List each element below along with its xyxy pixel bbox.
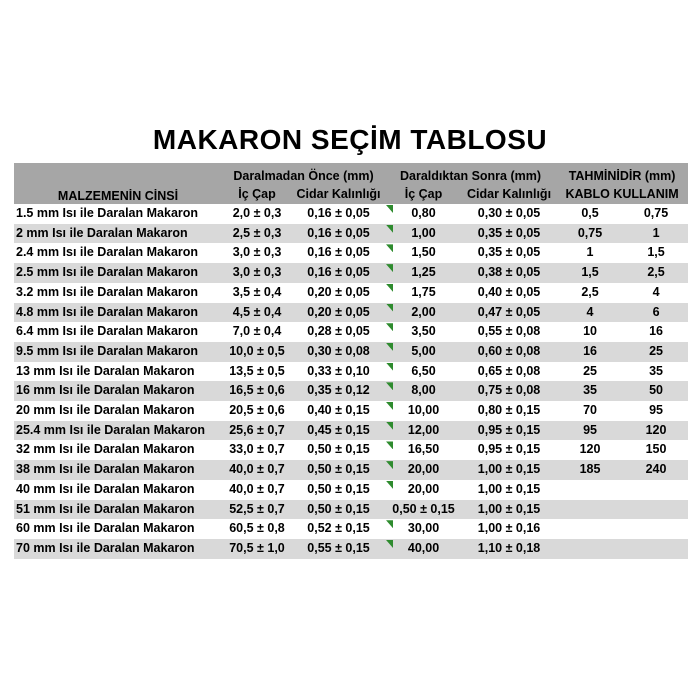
before-ic-cap-cell: 13,5 ± 0,5 bbox=[222, 362, 292, 382]
after-ic-cap-cell: 8,00 bbox=[385, 381, 462, 401]
before-cidar-cell: 0,50 ± 0,15 bbox=[292, 440, 385, 460]
before-ic-cap-cell: 33,0 ± 0,7 bbox=[222, 440, 292, 460]
material-cell: 9.5 mm Isı ile Daralan Makaron bbox=[14, 342, 222, 362]
material-cell: 51 mm Isı ile Daralan Makaron bbox=[14, 500, 222, 520]
before-ic-cap-cell: 7,0 ± 0,4 bbox=[222, 322, 292, 342]
kablo-min-cell: 25 bbox=[556, 362, 624, 382]
after-cidar-cell: 1,00 ± 0,16 bbox=[462, 519, 556, 539]
before-ic-cap-cell: 25,6 ± 0,7 bbox=[222, 421, 292, 441]
table-row bbox=[14, 204, 688, 224]
kablo-max-cell: 150 bbox=[624, 440, 688, 460]
kablo-min-cell: 4 bbox=[556, 303, 624, 323]
after-ic-cap-cell: 6,50 bbox=[385, 362, 462, 382]
kablo-max-cell: 4 bbox=[624, 283, 688, 303]
material-cell: 2.5 mm Isı ile Daralan Makaron bbox=[14, 263, 222, 283]
kablo-min-cell: 1 bbox=[556, 243, 624, 263]
kablo-max-cell bbox=[624, 539, 688, 559]
before-cidar-cell: 0,16 ± 0,05 bbox=[292, 263, 385, 283]
kablo-min-cell bbox=[556, 480, 624, 500]
table-body bbox=[14, 204, 688, 559]
kablo-max-cell: 1,5 bbox=[624, 243, 688, 263]
kablo-min-cell: 2,5 bbox=[556, 283, 624, 303]
kablo-min-cell: 185 bbox=[556, 460, 624, 480]
table-row bbox=[14, 500, 688, 520]
kablo-max-cell: 120 bbox=[624, 421, 688, 441]
material-cell: 6.4 mm Isı ile Daralan Makaron bbox=[14, 322, 222, 342]
header-after-group: Daraldıktan Sonra (mm) bbox=[385, 163, 556, 184]
before-ic-cap-cell: 2,0 ± 0,3 bbox=[222, 204, 292, 224]
comment-marker-icon bbox=[386, 284, 393, 292]
before-ic-cap-cell: 40,0 ± 0,7 bbox=[222, 460, 292, 480]
after-cidar-cell: 0,35 ± 0,05 bbox=[462, 224, 556, 244]
table-row bbox=[14, 519, 688, 539]
after-cidar-cell: 0,40 ± 0,05 bbox=[462, 283, 556, 303]
header-estimate-group: TAHMİNİDİR (mm) bbox=[556, 163, 688, 184]
table-row bbox=[14, 224, 688, 244]
before-ic-cap-cell: 10,0 ± 0,5 bbox=[222, 342, 292, 362]
kablo-min-cell: 120 bbox=[556, 440, 624, 460]
before-cidar-cell: 0,50 ± 0,15 bbox=[292, 460, 385, 480]
table-row bbox=[14, 322, 688, 342]
before-ic-cap-cell: 40,0 ± 0,7 bbox=[222, 480, 292, 500]
before-cidar-cell: 0,28 ± 0,05 bbox=[292, 322, 385, 342]
after-cidar-cell: 0,65 ± 0,08 bbox=[462, 362, 556, 382]
comment-marker-icon bbox=[386, 422, 393, 430]
after-ic-cap-cell: 16,50 bbox=[385, 440, 462, 460]
material-cell: 32 mm Isı ile Daralan Makaron bbox=[14, 440, 222, 460]
after-ic-cap-cell: 20,00 bbox=[385, 480, 462, 500]
kablo-max-cell: 6 bbox=[624, 303, 688, 323]
before-cidar-cell: 0,20 ± 0,05 bbox=[292, 283, 385, 303]
table-row bbox=[14, 243, 688, 263]
after-cidar-cell: 1,00 ± 0,15 bbox=[462, 480, 556, 500]
header-after-cidar: Cidar Kalınlığı bbox=[462, 184, 556, 204]
kablo-max-cell: 16 bbox=[624, 322, 688, 342]
header-group-row bbox=[14, 163, 688, 184]
material-cell: 20 mm Isı ile Daralan Makaron bbox=[14, 401, 222, 421]
kablo-max-cell: 95 bbox=[624, 401, 688, 421]
table-header bbox=[14, 163, 688, 204]
before-cidar-cell: 0,45 ± 0,15 bbox=[292, 421, 385, 441]
comment-marker-icon bbox=[386, 264, 393, 272]
page-title: MAKARON SEÇİM TABLOSU bbox=[152, 124, 548, 155]
after-ic-cap-cell: 20,00 bbox=[385, 460, 462, 480]
comment-marker-icon bbox=[386, 481, 393, 489]
comment-marker-icon bbox=[386, 244, 393, 252]
material-cell: 2.4 mm Isı ile Daralan Makaron bbox=[14, 243, 222, 263]
material-cell: 40 mm Isı ile Daralan Makaron bbox=[14, 480, 222, 500]
kablo-min-cell bbox=[556, 539, 624, 559]
before-ic-cap-cell: 3,5 ± 0,4 bbox=[222, 283, 292, 303]
kablo-min-cell: 95 bbox=[556, 421, 624, 441]
kablo-min-cell: 16 bbox=[556, 342, 624, 362]
material-cell: 38 mm Isı ile Daralan Makaron bbox=[14, 460, 222, 480]
kablo-max-cell: 35 bbox=[624, 362, 688, 382]
after-cidar-cell: 1,00 ± 0,15 bbox=[462, 500, 556, 520]
before-cidar-cell: 0,33 ± 0,10 bbox=[292, 362, 385, 382]
kablo-max-cell: 50 bbox=[624, 381, 688, 401]
after-ic-cap-cell: 1,00 bbox=[385, 224, 462, 244]
before-cidar-cell: 0,52 ± 0,15 bbox=[292, 519, 385, 539]
after-ic-cap-cell: 10,00 bbox=[385, 401, 462, 421]
comment-marker-icon bbox=[386, 304, 393, 312]
material-cell: 25.4 mm Isı ile Daralan Makaron bbox=[14, 421, 222, 441]
table-row bbox=[14, 381, 688, 401]
table-row bbox=[14, 440, 688, 460]
before-cidar-cell: 0,30 ± 0,08 bbox=[292, 342, 385, 362]
after-cidar-cell: 0,60 ± 0,08 bbox=[462, 342, 556, 362]
before-ic-cap-cell: 52,5 ± 0,7 bbox=[222, 500, 292, 520]
before-cidar-cell: 0,16 ± 0,05 bbox=[292, 204, 385, 224]
table-row bbox=[14, 480, 688, 500]
kablo-min-cell: 0,75 bbox=[556, 224, 624, 244]
before-ic-cap-cell: 3,0 ± 0,3 bbox=[222, 263, 292, 283]
after-cidar-cell: 0,47 ± 0,05 bbox=[462, 303, 556, 323]
after-ic-cap-cell: 5,00 bbox=[385, 342, 462, 362]
before-ic-cap-cell: 2,5 ± 0,3 bbox=[222, 224, 292, 244]
before-ic-cap-cell: 20,5 ± 0,6 bbox=[222, 401, 292, 421]
after-cidar-cell: 0,75 ± 0,08 bbox=[462, 381, 556, 401]
before-cidar-cell: 0,55 ± 0,15 bbox=[292, 539, 385, 559]
kablo-min-cell: 70 bbox=[556, 401, 624, 421]
before-ic-cap-cell: 60,5 ± 0,8 bbox=[222, 519, 292, 539]
comment-marker-icon bbox=[386, 323, 393, 331]
after-cidar-cell: 0,95 ± 0,15 bbox=[462, 421, 556, 441]
header-material: MALZEMENİN CİNSİ bbox=[14, 163, 222, 204]
kablo-max-cell: 240 bbox=[624, 460, 688, 480]
after-cidar-cell: 1,00 ± 0,15 bbox=[462, 460, 556, 480]
before-ic-cap-cell: 16,5 ± 0,6 bbox=[222, 381, 292, 401]
after-cidar-cell: 0,80 ± 0,15 bbox=[462, 401, 556, 421]
kablo-max-cell bbox=[624, 480, 688, 500]
kablo-min-cell: 1,5 bbox=[556, 263, 624, 283]
before-cidar-cell: 0,40 ± 0,15 bbox=[292, 401, 385, 421]
table-row bbox=[14, 421, 688, 441]
before-ic-cap-cell: 3,0 ± 0,3 bbox=[222, 243, 292, 263]
before-cidar-cell: 0,20 ± 0,05 bbox=[292, 303, 385, 323]
kablo-min-cell bbox=[556, 519, 624, 539]
after-ic-cap-cell: 30,00 bbox=[385, 519, 462, 539]
before-cidar-cell: 0,16 ± 0,05 bbox=[292, 224, 385, 244]
table-row bbox=[14, 342, 688, 362]
after-ic-cap-cell: 1,75 bbox=[385, 283, 462, 303]
comment-marker-icon bbox=[386, 382, 393, 390]
kablo-min-cell: 10 bbox=[556, 322, 624, 342]
comment-marker-icon bbox=[386, 225, 393, 233]
header-after-ic-cap: İç Çap bbox=[385, 184, 462, 204]
comment-marker-icon bbox=[386, 441, 393, 449]
header-before-cidar: Cidar Kalınlığı bbox=[292, 184, 385, 204]
makaron-selection-table bbox=[14, 163, 688, 559]
material-cell: 4.8 mm Isı ile Daralan Makaron bbox=[14, 303, 222, 323]
before-cidar-cell: 0,16 ± 0,05 bbox=[292, 243, 385, 263]
header-kablo-kullanim: KABLO KULLANIM bbox=[556, 184, 688, 204]
after-ic-cap-cell: 1,25 bbox=[385, 263, 462, 283]
after-ic-cap-cell: 3,50 bbox=[385, 322, 462, 342]
comment-marker-icon bbox=[386, 540, 393, 548]
material-cell: 3.2 mm Isı ile Daralan Makaron bbox=[14, 283, 222, 303]
table-row bbox=[14, 303, 688, 323]
after-ic-cap-cell: 2,00 bbox=[385, 303, 462, 323]
after-cidar-cell: 1,10 ± 0,18 bbox=[462, 539, 556, 559]
table-row bbox=[14, 263, 688, 283]
table-row bbox=[14, 362, 688, 382]
after-ic-cap-cell: 0,80 bbox=[385, 204, 462, 224]
table-row bbox=[14, 539, 688, 559]
before-ic-cap-cell: 4,5 ± 0,4 bbox=[222, 303, 292, 323]
comment-marker-icon bbox=[386, 402, 393, 410]
kablo-max-cell: 25 bbox=[624, 342, 688, 362]
kablo-max-cell: 0,75 bbox=[624, 204, 688, 224]
header-before-ic-cap: İç Çap bbox=[222, 184, 292, 204]
comment-marker-icon bbox=[386, 205, 393, 213]
table-row bbox=[14, 283, 688, 303]
material-cell: 60 mm Isı ile Daralan Makaron bbox=[14, 519, 222, 539]
after-cidar-cell: 0,38 ± 0,05 bbox=[462, 263, 556, 283]
kablo-max-cell bbox=[624, 500, 688, 520]
material-cell: 13 mm Isı ile Daralan Makaron bbox=[14, 362, 222, 382]
before-ic-cap-cell: 70,5 ± 1,0 bbox=[222, 539, 292, 559]
material-cell: 2 mm Isı ile Daralan Makaron bbox=[14, 224, 222, 244]
after-ic-cap-cell: 40,00 bbox=[385, 539, 462, 559]
table-row bbox=[14, 460, 688, 480]
kablo-min-cell: 35 bbox=[556, 381, 624, 401]
after-cidar-cell: 0,30 ± 0,05 bbox=[462, 204, 556, 224]
material-cell: 16 mm Isı ile Daralan Makaron bbox=[14, 381, 222, 401]
before-cidar-cell: 0,50 ± 0,15 bbox=[292, 500, 385, 520]
kablo-min-cell: 0,5 bbox=[556, 204, 624, 224]
before-cidar-cell: 0,35 ± 0,12 bbox=[292, 381, 385, 401]
after-ic-cap-cell: 12,00 bbox=[385, 421, 462, 441]
after-ic-cap-cell: 0,50 ± 0,15 bbox=[385, 500, 462, 520]
after-cidar-cell: 0,95 ± 0,15 bbox=[462, 440, 556, 460]
table-row bbox=[14, 401, 688, 421]
kablo-max-cell: 1 bbox=[624, 224, 688, 244]
after-cidar-cell: 0,35 ± 0,05 bbox=[462, 243, 556, 263]
material-cell: 70 mm Isı ile Daralan Makaron bbox=[14, 539, 222, 559]
kablo-max-cell bbox=[624, 519, 688, 539]
kablo-max-cell: 2,5 bbox=[624, 263, 688, 283]
comment-marker-icon bbox=[386, 363, 393, 371]
comment-marker-icon bbox=[386, 520, 393, 528]
material-cell: 1.5 mm Isı ile Daralan Makaron bbox=[14, 204, 222, 224]
comment-marker-icon bbox=[386, 461, 393, 469]
before-cidar-cell: 0,50 ± 0,15 bbox=[292, 480, 385, 500]
comment-marker-icon bbox=[386, 343, 393, 351]
header-before-group: Daralmadan Önce (mm) bbox=[222, 163, 385, 184]
kablo-min-cell bbox=[556, 500, 624, 520]
after-ic-cap-cell: 1,50 bbox=[385, 243, 462, 263]
after-cidar-cell: 0,55 ± 0,08 bbox=[462, 322, 556, 342]
